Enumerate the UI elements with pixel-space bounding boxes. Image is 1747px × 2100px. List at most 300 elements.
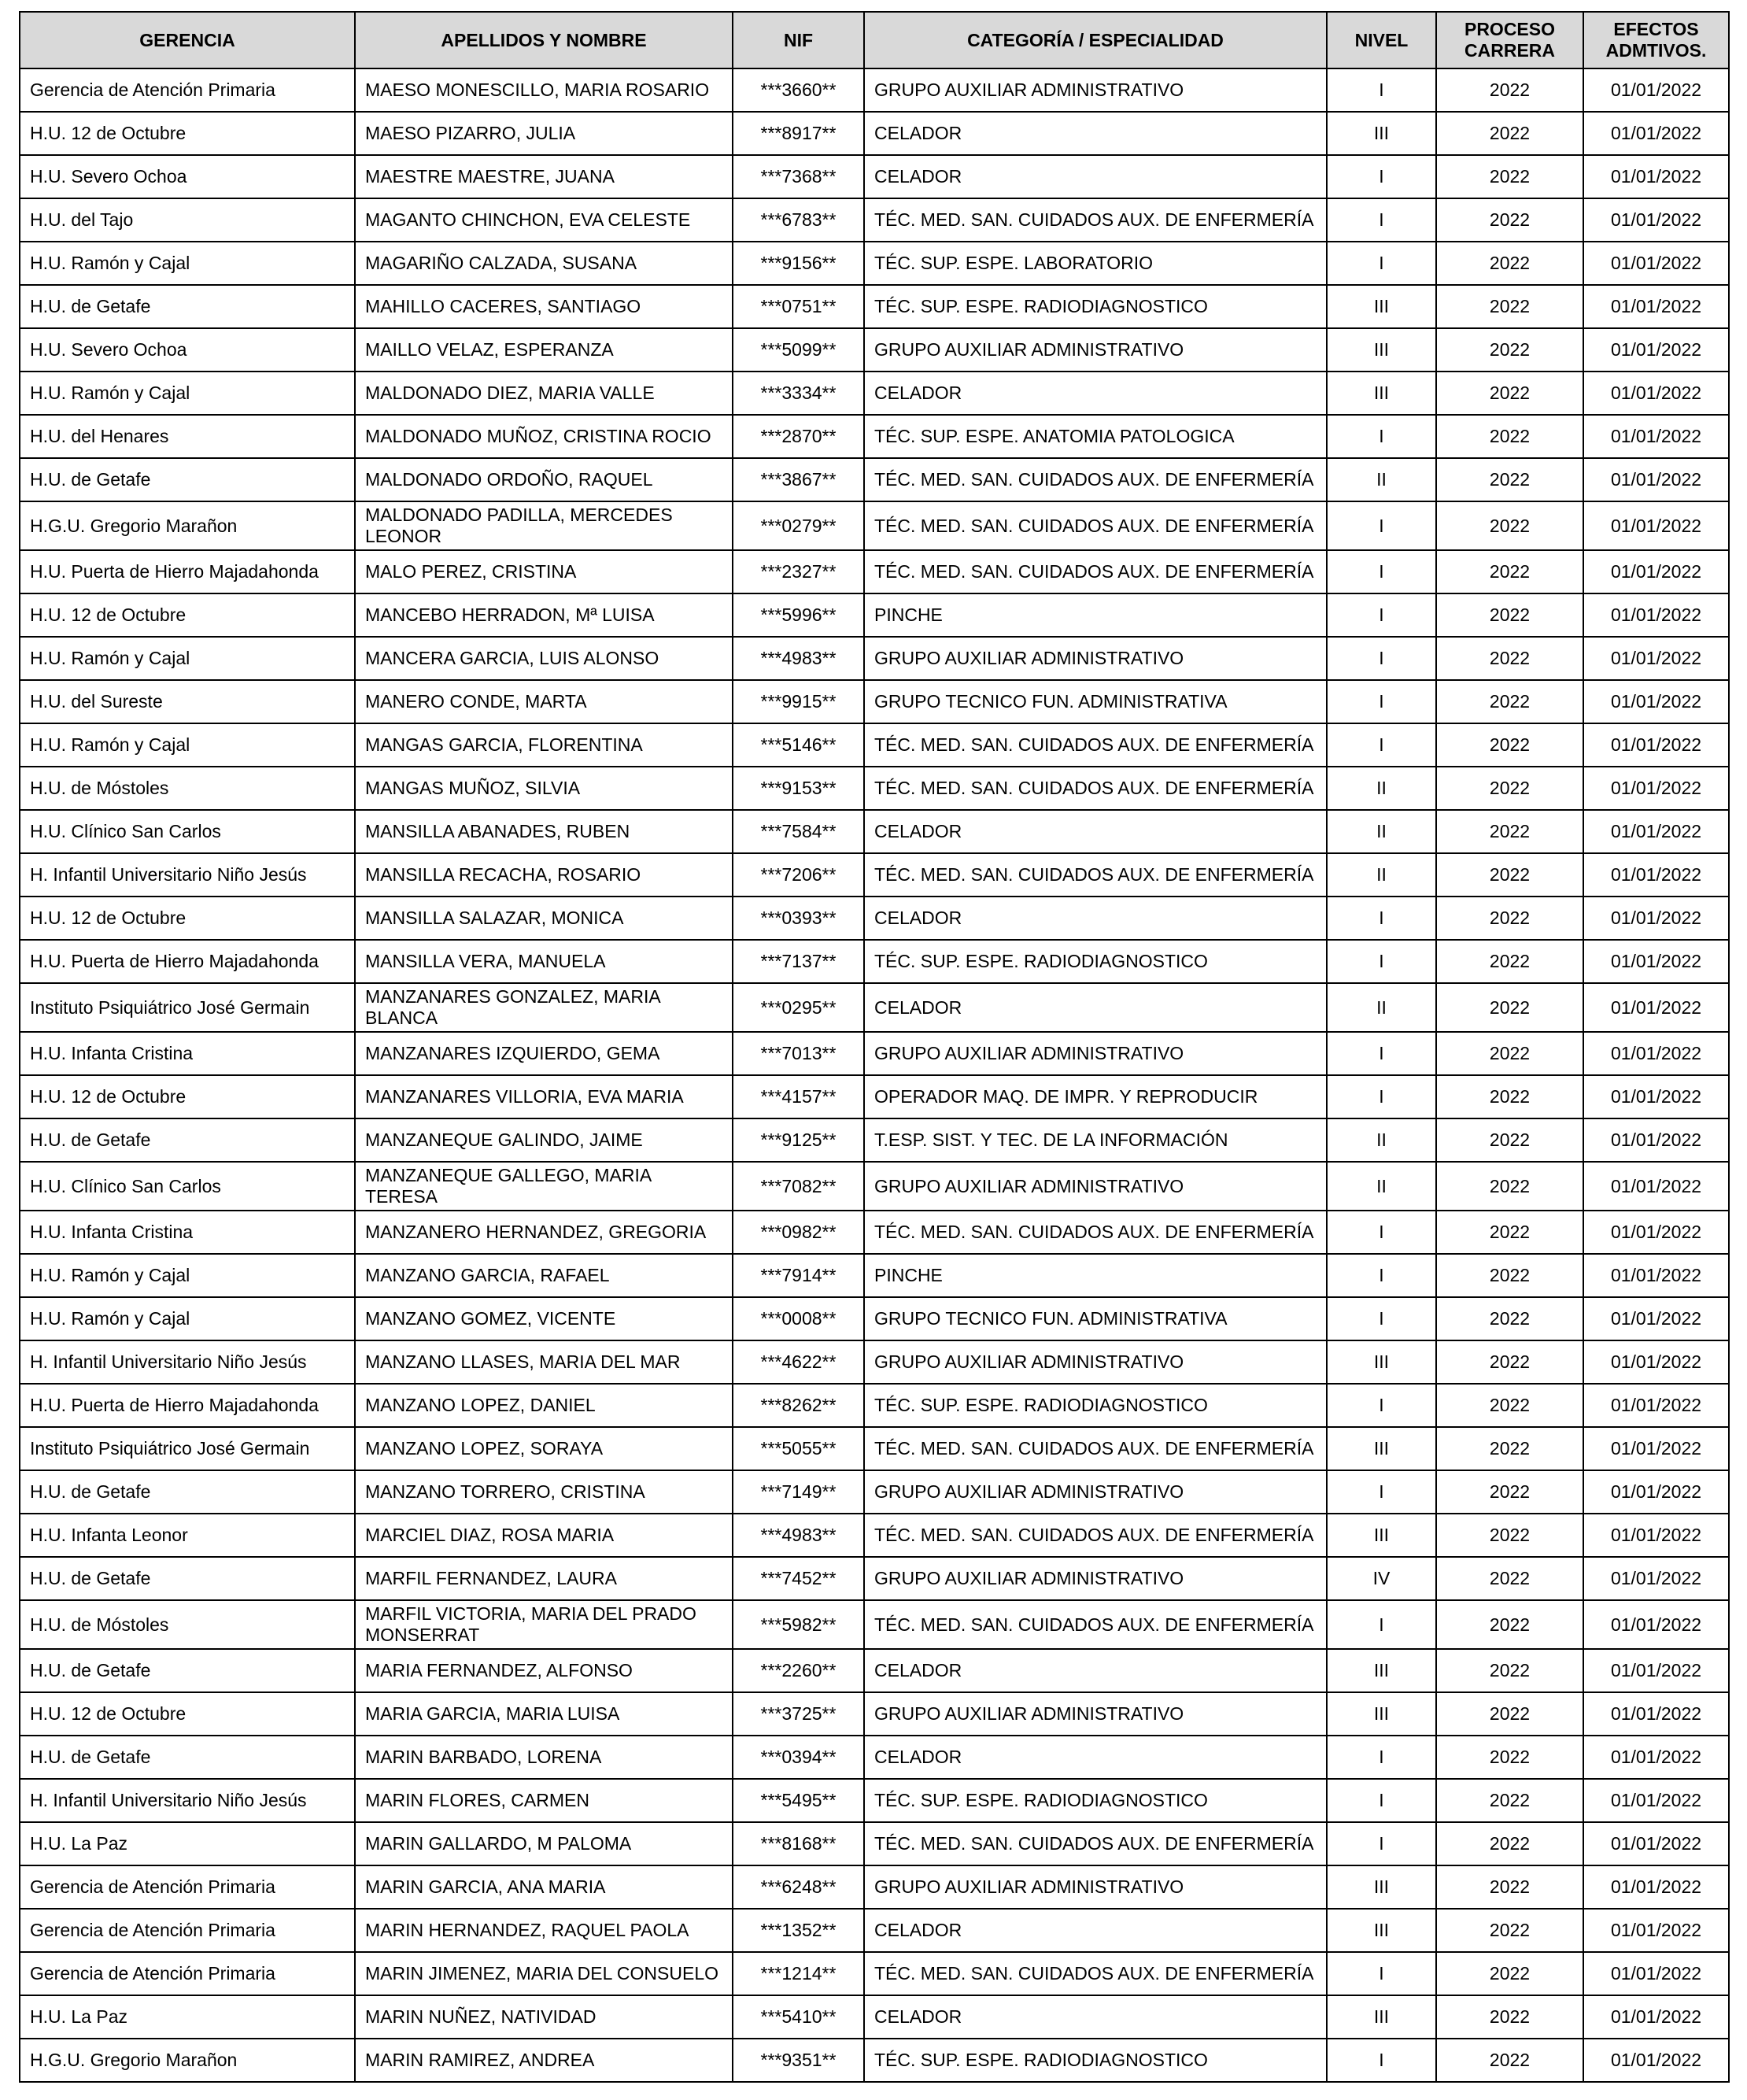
cell-efectos-admtivos: 01/01/2022 bbox=[1583, 1736, 1729, 1779]
cell-apellidos-nombre: MAGANTO CHINCHON, EVA CELESTE bbox=[355, 198, 733, 242]
cell-nivel: II bbox=[1327, 1162, 1436, 1211]
cell-efectos-admtivos: 01/01/2022 bbox=[1583, 1779, 1729, 1822]
cell-gerencia: H.U. de Getafe bbox=[20, 1649, 355, 1692]
cell-categoria: CELADOR bbox=[864, 155, 1327, 198]
cell-categoria: CELADOR bbox=[864, 1909, 1327, 1952]
cell-efectos-admtivos: 01/01/2022 bbox=[1583, 1557, 1729, 1600]
cell-efectos-admtivos: 01/01/2022 bbox=[1583, 1297, 1729, 1340]
cell-nivel: I bbox=[1327, 1779, 1436, 1822]
table-row bbox=[20, 550, 1729, 593]
cell-gerencia: H.U. de Getafe bbox=[20, 1557, 355, 1600]
cell-categoria: TÉC. MED. SAN. CUIDADOS AUX. DE ENFERMERÍA bbox=[864, 1211, 1327, 1254]
cell-apellidos-nombre: MANZANO LOPEZ, DANIEL bbox=[355, 1384, 733, 1427]
cell-nivel: I bbox=[1327, 242, 1436, 285]
cell-nif: ***6783** bbox=[733, 198, 864, 242]
cell-apellidos-nombre: MANSILLA SALAZAR, MONICA bbox=[355, 897, 733, 940]
cell-categoria: PINCHE bbox=[864, 593, 1327, 637]
cell-efectos-admtivos: 01/01/2022 bbox=[1583, 1995, 1729, 2039]
cell-nivel: II bbox=[1327, 458, 1436, 501]
cell-nif: ***2260** bbox=[733, 1649, 864, 1692]
cell-nif: ***5099** bbox=[733, 328, 864, 372]
cell-apellidos-nombre: MANCEBO HERRADON, Mª LUISA bbox=[355, 593, 733, 637]
cell-categoria: TÉC. MED. SAN. CUIDADOS AUX. DE ENFERMERÍA bbox=[864, 458, 1327, 501]
cell-nif: ***9351** bbox=[733, 2039, 864, 2082]
table-row bbox=[20, 940, 1729, 983]
cell-apellidos-nombre: MANZANARES IZQUIERDO, GEMA bbox=[355, 1032, 733, 1075]
cell-efectos-admtivos: 01/01/2022 bbox=[1583, 242, 1729, 285]
cell-proceso-carrera: 2022 bbox=[1436, 112, 1583, 155]
cell-apellidos-nombre: MARCIEL DIAZ, ROSA MARIA bbox=[355, 1514, 733, 1557]
table-row bbox=[20, 1162, 1729, 1211]
cell-apellidos-nombre: MANSILLA VERA, MANUELA bbox=[355, 940, 733, 983]
cell-gerencia: H.U. 12 de Octubre bbox=[20, 112, 355, 155]
table-row bbox=[20, 1649, 1729, 1692]
cell-nif: ***7914** bbox=[733, 1254, 864, 1297]
table-row bbox=[20, 242, 1729, 285]
table-row bbox=[20, 285, 1729, 328]
cell-nivel: I bbox=[1327, 155, 1436, 198]
cell-nivel: I bbox=[1327, 1600, 1436, 1649]
column-header-apellidos-nombre: APELLIDOS Y NOMBRE bbox=[355, 12, 733, 68]
table-row bbox=[20, 1865, 1729, 1909]
cell-efectos-admtivos: 01/01/2022 bbox=[1583, 372, 1729, 415]
table-row bbox=[20, 68, 1729, 112]
cell-gerencia: H.U. Severo Ochoa bbox=[20, 328, 355, 372]
cell-nivel: I bbox=[1327, 1384, 1436, 1427]
cell-nivel: II bbox=[1327, 983, 1436, 1032]
cell-apellidos-nombre: MARIN BARBADO, LORENA bbox=[355, 1736, 733, 1779]
cell-categoria: GRUPO AUXILIAR ADMINISTRATIVO bbox=[864, 1557, 1327, 1600]
cell-efectos-admtivos: 01/01/2022 bbox=[1583, 155, 1729, 198]
table-row bbox=[20, 2039, 1729, 2082]
cell-categoria: CELADOR bbox=[864, 1736, 1327, 1779]
cell-categoria: CELADOR bbox=[864, 1649, 1327, 1692]
cell-proceso-carrera: 2022 bbox=[1436, 242, 1583, 285]
cell-nif: ***4157** bbox=[733, 1075, 864, 1118]
cell-categoria: TÉC. SUP. ESPE. RADIODIAGNOSTICO bbox=[864, 940, 1327, 983]
cell-apellidos-nombre: MALO PEREZ, CRISTINA bbox=[355, 550, 733, 593]
cell-proceso-carrera: 2022 bbox=[1436, 810, 1583, 853]
cell-nif: ***9915** bbox=[733, 680, 864, 723]
cell-nivel: III bbox=[1327, 1340, 1436, 1384]
cell-nif: ***9153** bbox=[733, 767, 864, 810]
cell-gerencia: H.U. La Paz bbox=[20, 1822, 355, 1865]
cell-nivel: I bbox=[1327, 897, 1436, 940]
cell-nif: ***7452** bbox=[733, 1557, 864, 1600]
cell-categoria: GRUPO AUXILIAR ADMINISTRATIVO bbox=[864, 1162, 1327, 1211]
cell-categoria: TÉC. MED. SAN. CUIDADOS AUX. DE ENFERMERÍA bbox=[864, 198, 1327, 242]
cell-nivel: IV bbox=[1327, 1557, 1436, 1600]
cell-efectos-admtivos: 01/01/2022 bbox=[1583, 415, 1729, 458]
column-header-nivel: NIVEL bbox=[1327, 12, 1436, 68]
cell-nivel: I bbox=[1327, 415, 1436, 458]
table-row bbox=[20, 767, 1729, 810]
cell-apellidos-nombre: MARIN JIMENEZ, MARIA DEL CONSUELO bbox=[355, 1952, 733, 1995]
cell-categoria: GRUPO AUXILIAR ADMINISTRATIVO bbox=[864, 1470, 1327, 1514]
cell-nif: ***5146** bbox=[733, 723, 864, 767]
cell-proceso-carrera: 2022 bbox=[1436, 680, 1583, 723]
cell-proceso-carrera: 2022 bbox=[1436, 198, 1583, 242]
table-row bbox=[20, 637, 1729, 680]
cell-proceso-carrera: 2022 bbox=[1436, 983, 1583, 1032]
cell-nivel: I bbox=[1327, 1822, 1436, 1865]
cell-efectos-admtivos: 01/01/2022 bbox=[1583, 1340, 1729, 1384]
cell-nif: ***5996** bbox=[733, 593, 864, 637]
cell-nivel: I bbox=[1327, 1297, 1436, 1340]
table-row bbox=[20, 1952, 1729, 1995]
cell-efectos-admtivos: 01/01/2022 bbox=[1583, 810, 1729, 853]
cell-apellidos-nombre: MARIN FLORES, CARMEN bbox=[355, 1779, 733, 1822]
cell-gerencia: H.U. Clínico San Carlos bbox=[20, 810, 355, 853]
cell-apellidos-nombre: MALDONADO ORDOÑO, RAQUEL bbox=[355, 458, 733, 501]
cell-apellidos-nombre: MAGARIÑO CALZADA, SUSANA bbox=[355, 242, 733, 285]
cell-efectos-admtivos: 01/01/2022 bbox=[1583, 983, 1729, 1032]
cell-nif: ***5055** bbox=[733, 1427, 864, 1470]
cell-nif: ***2327** bbox=[733, 550, 864, 593]
table-row bbox=[20, 112, 1729, 155]
cell-efectos-admtivos: 01/01/2022 bbox=[1583, 112, 1729, 155]
cell-apellidos-nombre: MANSILLA ABANADES, RUBEN bbox=[355, 810, 733, 853]
cell-apellidos-nombre: MANGAS GARCIA, FLORENTINA bbox=[355, 723, 733, 767]
cell-apellidos-nombre: MANZANO LLASES, MARIA DEL MAR bbox=[355, 1340, 733, 1384]
cell-nif: ***0295** bbox=[733, 983, 864, 1032]
cell-apellidos-nombre: MALDONADO MUÑOZ, CRISTINA ROCIO bbox=[355, 415, 733, 458]
cell-apellidos-nombre: MARFIL FERNANDEZ, LAURA bbox=[355, 1557, 733, 1600]
cell-proceso-carrera: 2022 bbox=[1436, 2039, 1583, 2082]
cell-categoria: TÉC. SUP. ESPE. LABORATORIO bbox=[864, 242, 1327, 285]
cell-nivel: I bbox=[1327, 1075, 1436, 1118]
cell-efectos-admtivos: 01/01/2022 bbox=[1583, 1075, 1729, 1118]
cell-gerencia: H.U. Ramón y Cajal bbox=[20, 372, 355, 415]
cell-proceso-carrera: 2022 bbox=[1436, 593, 1583, 637]
cell-efectos-admtivos: 01/01/2022 bbox=[1583, 853, 1729, 897]
cell-apellidos-nombre: MANCERA GARCIA, LUIS ALONSO bbox=[355, 637, 733, 680]
cell-gerencia: H.U. La Paz bbox=[20, 1995, 355, 2039]
column-header-proceso-carrera: PROCESO CARRERA bbox=[1436, 12, 1583, 68]
cell-apellidos-nombre: MANZANO GARCIA, RAFAEL bbox=[355, 1254, 733, 1297]
cell-gerencia: H.U. de Getafe bbox=[20, 1470, 355, 1514]
table-row bbox=[20, 415, 1729, 458]
table-row bbox=[20, 372, 1729, 415]
cell-nif: ***7137** bbox=[733, 940, 864, 983]
cell-nivel: I bbox=[1327, 198, 1436, 242]
cell-nif: ***8168** bbox=[733, 1822, 864, 1865]
cell-nif: ***8917** bbox=[733, 112, 864, 155]
cell-categoria: TÉC. MED. SAN. CUIDADOS AUX. DE ENFERMERÍA bbox=[864, 1427, 1327, 1470]
cell-efectos-admtivos: 01/01/2022 bbox=[1583, 940, 1729, 983]
cell-gerencia: H.U. de Móstoles bbox=[20, 767, 355, 810]
cell-categoria: CELADOR bbox=[864, 112, 1327, 155]
cell-gerencia: H.U. del Henares bbox=[20, 415, 355, 458]
cell-proceso-carrera: 2022 bbox=[1436, 1211, 1583, 1254]
cell-efectos-admtivos: 01/01/2022 bbox=[1583, 723, 1729, 767]
cell-nivel: II bbox=[1327, 853, 1436, 897]
cell-proceso-carrera: 2022 bbox=[1436, 415, 1583, 458]
cell-categoria: GRUPO AUXILIAR ADMINISTRATIVO bbox=[864, 1032, 1327, 1075]
cell-nif: ***3867** bbox=[733, 458, 864, 501]
cell-gerencia: H.U. de Getafe bbox=[20, 1736, 355, 1779]
cell-categoria: T.ESP. SIST. Y TEC. DE LA INFORMACIÓN bbox=[864, 1118, 1327, 1162]
cell-nivel: I bbox=[1327, 940, 1436, 983]
cell-gerencia: H.U. Infanta Leonor bbox=[20, 1514, 355, 1557]
cell-categoria: GRUPO AUXILIAR ADMINISTRATIVO bbox=[864, 637, 1327, 680]
cell-proceso-carrera: 2022 bbox=[1436, 1865, 1583, 1909]
cell-nif: ***7584** bbox=[733, 810, 864, 853]
cell-gerencia: H.U. Infanta Cristina bbox=[20, 1211, 355, 1254]
cell-proceso-carrera: 2022 bbox=[1436, 1384, 1583, 1427]
cell-gerencia: H.U. de Getafe bbox=[20, 1118, 355, 1162]
table-row bbox=[20, 1995, 1729, 2039]
cell-nif: ***1352** bbox=[733, 1909, 864, 1952]
cell-nif: ***4983** bbox=[733, 1514, 864, 1557]
cell-categoria: GRUPO AUXILIAR ADMINISTRATIVO bbox=[864, 1340, 1327, 1384]
table-row bbox=[20, 1470, 1729, 1514]
cell-proceso-carrera: 2022 bbox=[1436, 897, 1583, 940]
cell-nivel: I bbox=[1327, 723, 1436, 767]
table-row bbox=[20, 1427, 1729, 1470]
cell-gerencia: H.U. Puerta de Hierro Majadahonda bbox=[20, 550, 355, 593]
cell-nif: ***5982** bbox=[733, 1600, 864, 1649]
cell-nivel: II bbox=[1327, 1118, 1436, 1162]
table-body bbox=[20, 68, 1729, 2082]
cell-efectos-admtivos: 01/01/2022 bbox=[1583, 767, 1729, 810]
cell-gerencia: H.U. de Móstoles bbox=[20, 1600, 355, 1649]
cell-categoria: TÉC. MED. SAN. CUIDADOS AUX. DE ENFERMERÍA bbox=[864, 723, 1327, 767]
cell-apellidos-nombre: MARIA GARCIA, MARIA LUISA bbox=[355, 1692, 733, 1736]
cell-nivel: III bbox=[1327, 1692, 1436, 1736]
cell-proceso-carrera: 2022 bbox=[1436, 1557, 1583, 1600]
cell-categoria: GRUPO AUXILIAR ADMINISTRATIVO bbox=[864, 1865, 1327, 1909]
cell-nif: ***5410** bbox=[733, 1995, 864, 2039]
cell-nif: ***4983** bbox=[733, 637, 864, 680]
cell-proceso-carrera: 2022 bbox=[1436, 1075, 1583, 1118]
cell-proceso-carrera: 2022 bbox=[1436, 940, 1583, 983]
cell-efectos-admtivos: 01/01/2022 bbox=[1583, 1384, 1729, 1427]
cell-efectos-admtivos: 01/01/2022 bbox=[1583, 328, 1729, 372]
cell-apellidos-nombre: MANZANO TORRERO, CRISTINA bbox=[355, 1470, 733, 1514]
cell-proceso-carrera: 2022 bbox=[1436, 1600, 1583, 1649]
personnel-table bbox=[19, 11, 1730, 2083]
cell-nivel: III bbox=[1327, 328, 1436, 372]
cell-nivel: I bbox=[1327, 1952, 1436, 1995]
table-row bbox=[20, 1211, 1729, 1254]
cell-nivel: III bbox=[1327, 1649, 1436, 1692]
table-row bbox=[20, 328, 1729, 372]
cell-gerencia: H.U. Puerta de Hierro Majadahonda bbox=[20, 940, 355, 983]
cell-proceso-carrera: 2022 bbox=[1436, 1692, 1583, 1736]
cell-apellidos-nombre: MARIN HERNANDEZ, RAQUEL PAOLA bbox=[355, 1909, 733, 1952]
cell-proceso-carrera: 2022 bbox=[1436, 285, 1583, 328]
cell-apellidos-nombre: MARIN GALLARDO, M PALOMA bbox=[355, 1822, 733, 1865]
cell-gerencia: H. Infantil Universitario Niño Jesús bbox=[20, 1779, 355, 1822]
column-header-gerencia: GERENCIA bbox=[20, 12, 355, 68]
cell-categoria: TÉC. MED. SAN. CUIDADOS AUX. DE ENFERMERÍA bbox=[864, 1514, 1327, 1557]
cell-nivel: III bbox=[1327, 1514, 1436, 1557]
cell-gerencia: H.G.U. Gregorio Marañon bbox=[20, 501, 355, 550]
cell-categoria: CELADOR bbox=[864, 1995, 1327, 2039]
cell-efectos-admtivos: 01/01/2022 bbox=[1583, 1470, 1729, 1514]
cell-proceso-carrera: 2022 bbox=[1436, 1952, 1583, 1995]
cell-proceso-carrera: 2022 bbox=[1436, 458, 1583, 501]
cell-apellidos-nombre: MAESO MONESCILLO, MARIA ROSARIO bbox=[355, 68, 733, 112]
cell-apellidos-nombre: MARIN GARCIA, ANA MARIA bbox=[355, 1865, 733, 1909]
cell-gerencia: Gerencia de Atención Primaria bbox=[20, 68, 355, 112]
cell-proceso-carrera: 2022 bbox=[1436, 1470, 1583, 1514]
table-row bbox=[20, 501, 1729, 550]
table-row bbox=[20, 983, 1729, 1032]
cell-proceso-carrera: 2022 bbox=[1436, 853, 1583, 897]
cell-efectos-admtivos: 01/01/2022 bbox=[1583, 1162, 1729, 1211]
cell-gerencia: H.G.U. Gregorio Marañon bbox=[20, 2039, 355, 2082]
cell-proceso-carrera: 2022 bbox=[1436, 1118, 1583, 1162]
cell-nivel: III bbox=[1327, 1995, 1436, 2039]
cell-nif: ***3725** bbox=[733, 1692, 864, 1736]
cell-efectos-admtivos: 01/01/2022 bbox=[1583, 458, 1729, 501]
cell-categoria: GRUPO AUXILIAR ADMINISTRATIVO bbox=[864, 328, 1327, 372]
cell-efectos-admtivos: 01/01/2022 bbox=[1583, 1649, 1729, 1692]
cell-nif: ***2870** bbox=[733, 415, 864, 458]
cell-proceso-carrera: 2022 bbox=[1436, 550, 1583, 593]
table-row bbox=[20, 1600, 1729, 1649]
cell-gerencia: H.U. Severo Ochoa bbox=[20, 155, 355, 198]
cell-categoria: GRUPO TECNICO FUN. ADMINISTRATIVA bbox=[864, 1297, 1327, 1340]
cell-nivel: III bbox=[1327, 1909, 1436, 1952]
cell-categoria: OPERADOR MAQ. DE IMPR. Y REPRODUCIR bbox=[864, 1075, 1327, 1118]
cell-gerencia: H.U. del Tajo bbox=[20, 198, 355, 242]
cell-nif: ***7368** bbox=[733, 155, 864, 198]
cell-gerencia: H.U. Ramón y Cajal bbox=[20, 242, 355, 285]
cell-efectos-admtivos: 01/01/2022 bbox=[1583, 1032, 1729, 1075]
cell-nivel: I bbox=[1327, 593, 1436, 637]
cell-efectos-admtivos: 01/01/2022 bbox=[1583, 1514, 1729, 1557]
table-row bbox=[20, 1384, 1729, 1427]
cell-categoria: GRUPO AUXILIAR ADMINISTRATIVO bbox=[864, 1692, 1327, 1736]
cell-gerencia: Gerencia de Atención Primaria bbox=[20, 1952, 355, 1995]
cell-proceso-carrera: 2022 bbox=[1436, 1254, 1583, 1297]
cell-efectos-admtivos: 01/01/2022 bbox=[1583, 1865, 1729, 1909]
cell-gerencia: H.U. 12 de Octubre bbox=[20, 593, 355, 637]
cell-gerencia: H. Infantil Universitario Niño Jesús bbox=[20, 1340, 355, 1384]
cell-nif: ***9156** bbox=[733, 242, 864, 285]
cell-nif: ***0982** bbox=[733, 1211, 864, 1254]
cell-categoria: CELADOR bbox=[864, 897, 1327, 940]
cell-efectos-admtivos: 01/01/2022 bbox=[1583, 1600, 1729, 1649]
cell-gerencia: H.U. 12 de Octubre bbox=[20, 897, 355, 940]
cell-nivel: I bbox=[1327, 1254, 1436, 1297]
cell-categoria: TÉC. SUP. ESPE. RADIODIAGNOSTICO bbox=[864, 285, 1327, 328]
cell-efectos-admtivos: 01/01/2022 bbox=[1583, 1909, 1729, 1952]
column-header-efectos-admtivos: EFECTOS ADMTIVOS. bbox=[1583, 12, 1729, 68]
cell-nif: ***0394** bbox=[733, 1736, 864, 1779]
cell-efectos-admtivos: 01/01/2022 bbox=[1583, 1118, 1729, 1162]
cell-proceso-carrera: 2022 bbox=[1436, 1427, 1583, 1470]
cell-nivel: II bbox=[1327, 767, 1436, 810]
cell-apellidos-nombre: MARFIL VICTORIA, MARIA DEL PRADO MONSERRAT bbox=[355, 1600, 733, 1649]
table-row bbox=[20, 810, 1729, 853]
cell-nivel: I bbox=[1327, 1736, 1436, 1779]
cell-efectos-admtivos: 01/01/2022 bbox=[1583, 1427, 1729, 1470]
cell-nif: ***3660** bbox=[733, 68, 864, 112]
cell-proceso-carrera: 2022 bbox=[1436, 501, 1583, 550]
table-row bbox=[20, 1254, 1729, 1297]
cell-apellidos-nombre: MANZANARES GONZALEZ, MARIA BLANCA bbox=[355, 983, 733, 1032]
cell-apellidos-nombre: MANZANERO HERNANDEZ, GREGORIA bbox=[355, 1211, 733, 1254]
column-header-nif: NIF bbox=[733, 12, 864, 68]
cell-nivel: III bbox=[1327, 1427, 1436, 1470]
cell-nivel: I bbox=[1327, 550, 1436, 593]
cell-nivel: III bbox=[1327, 112, 1436, 155]
table-row bbox=[20, 198, 1729, 242]
cell-nivel: I bbox=[1327, 1211, 1436, 1254]
cell-nif: ***0279** bbox=[733, 501, 864, 550]
cell-nif: ***0008** bbox=[733, 1297, 864, 1340]
cell-nif: ***0751** bbox=[733, 285, 864, 328]
cell-gerencia: H. Infantil Universitario Niño Jesús bbox=[20, 853, 355, 897]
cell-proceso-carrera: 2022 bbox=[1436, 1032, 1583, 1075]
cell-efectos-admtivos: 01/01/2022 bbox=[1583, 897, 1729, 940]
cell-apellidos-nombre: MANSILLA RECACHA, ROSARIO bbox=[355, 853, 733, 897]
cell-nif: ***7082** bbox=[733, 1162, 864, 1211]
cell-apellidos-nombre: MARIA FERNANDEZ, ALFONSO bbox=[355, 1649, 733, 1692]
cell-nivel: I bbox=[1327, 2039, 1436, 2082]
cell-proceso-carrera: 2022 bbox=[1436, 1995, 1583, 2039]
table-row bbox=[20, 1118, 1729, 1162]
cell-categoria: TÉC. MED. SAN. CUIDADOS AUX. DE ENFERMERÍA bbox=[864, 1952, 1327, 1995]
cell-gerencia: Gerencia de Atención Primaria bbox=[20, 1909, 355, 1952]
cell-apellidos-nombre: MANZANO LOPEZ, SORAYA bbox=[355, 1427, 733, 1470]
cell-categoria: GRUPO TECNICO FUN. ADMINISTRATIVA bbox=[864, 680, 1327, 723]
cell-proceso-carrera: 2022 bbox=[1436, 1340, 1583, 1384]
cell-nivel: I bbox=[1327, 501, 1436, 550]
cell-efectos-admtivos: 01/01/2022 bbox=[1583, 1211, 1729, 1254]
cell-nivel: III bbox=[1327, 1865, 1436, 1909]
table-row bbox=[20, 1340, 1729, 1384]
cell-proceso-carrera: 2022 bbox=[1436, 1779, 1583, 1822]
cell-gerencia: H.U. Ramón y Cajal bbox=[20, 1297, 355, 1340]
cell-proceso-carrera: 2022 bbox=[1436, 1162, 1583, 1211]
cell-nif: ***0393** bbox=[733, 897, 864, 940]
table-row bbox=[20, 1909, 1729, 1952]
cell-proceso-carrera: 2022 bbox=[1436, 1822, 1583, 1865]
cell-gerencia: H.U. del Sureste bbox=[20, 680, 355, 723]
cell-categoria: CELADOR bbox=[864, 983, 1327, 1032]
cell-gerencia: H.U. Ramón y Cajal bbox=[20, 637, 355, 680]
cell-categoria: PINCHE bbox=[864, 1254, 1327, 1297]
cell-proceso-carrera: 2022 bbox=[1436, 723, 1583, 767]
table-row bbox=[20, 1297, 1729, 1340]
table-row bbox=[20, 593, 1729, 637]
cell-gerencia: Instituto Psiquiátrico José Germain bbox=[20, 1427, 355, 1470]
cell-nivel: I bbox=[1327, 1470, 1436, 1514]
cell-nivel: III bbox=[1327, 372, 1436, 415]
cell-gerencia: H.U. de Getafe bbox=[20, 458, 355, 501]
cell-proceso-carrera: 2022 bbox=[1436, 1649, 1583, 1692]
cell-nif: ***7206** bbox=[733, 853, 864, 897]
cell-efectos-admtivos: 01/01/2022 bbox=[1583, 2039, 1729, 2082]
cell-efectos-admtivos: 01/01/2022 bbox=[1583, 1952, 1729, 1995]
table-row bbox=[20, 680, 1729, 723]
cell-nif: ***5495** bbox=[733, 1779, 864, 1822]
cell-categoria: TÉC. MED. SAN. CUIDADOS AUX. DE ENFERMERÍA bbox=[864, 1600, 1327, 1649]
cell-gerencia: H.U. Puerta de Hierro Majadahonda bbox=[20, 1384, 355, 1427]
cell-categoria: TÉC. SUP. ESPE. RADIODIAGNOSTICO bbox=[864, 2039, 1327, 2082]
cell-categoria: TÉC. SUP. ESPE. ANATOMIA PATOLOGICA bbox=[864, 415, 1327, 458]
table-row bbox=[20, 853, 1729, 897]
cell-nivel: I bbox=[1327, 637, 1436, 680]
cell-efectos-admtivos: 01/01/2022 bbox=[1583, 1254, 1729, 1297]
cell-apellidos-nombre: MANZANEQUE GALINDO, JAIME bbox=[355, 1118, 733, 1162]
cell-proceso-carrera: 2022 bbox=[1436, 68, 1583, 112]
